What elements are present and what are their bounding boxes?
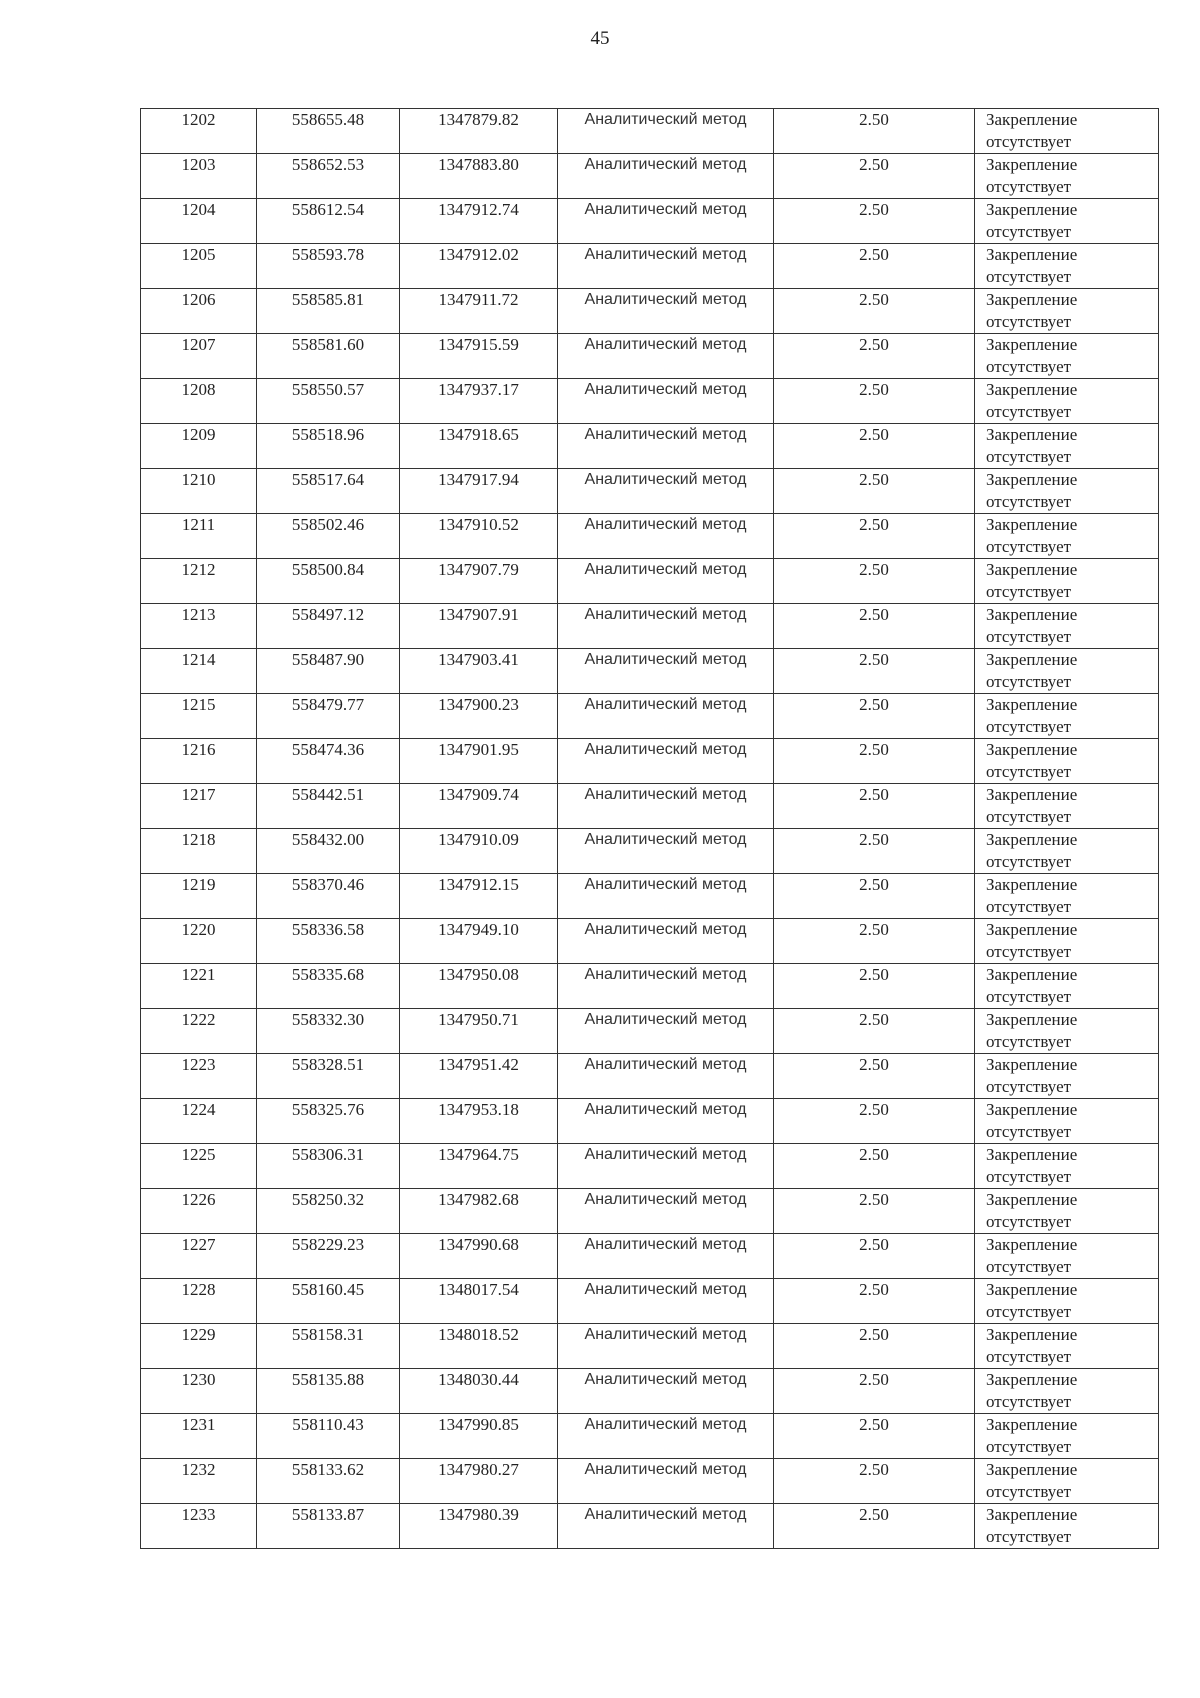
accuracy-cell: 2.50 <box>774 379 975 424</box>
accuracy-cell: 2.50 <box>774 694 975 739</box>
point-number-cell: 1230 <box>141 1369 257 1414</box>
x-coordinate-cell: 558500.84 <box>257 559 400 604</box>
table-row <box>141 154 1159 199</box>
x-coordinate-cell: 558370.46 <box>257 874 400 919</box>
x-coordinate-cell: 558585.81 <box>257 289 400 334</box>
table-row <box>141 919 1159 964</box>
table-row <box>141 1054 1159 1099</box>
y-coordinate-cell: 1347918.65 <box>400 424 558 469</box>
fixation-cell: Закрепление отсутствует <box>975 1369 1159 1414</box>
accuracy-cell: 2.50 <box>774 784 975 829</box>
y-coordinate-cell: 1348018.52 <box>400 1324 558 1369</box>
y-coordinate-cell: 1347980.27 <box>400 1459 558 1504</box>
point-number-cell: 1206 <box>141 289 257 334</box>
y-coordinate-cell: 1347909.74 <box>400 784 558 829</box>
fixation-cell: Закрепление отсутствует <box>975 109 1159 154</box>
x-coordinate-cell: 558474.36 <box>257 739 400 784</box>
x-coordinate-cell: 558487.90 <box>257 649 400 694</box>
fixation-cell: Закрепление отсутствует <box>975 334 1159 379</box>
y-coordinate-cell: 1347912.02 <box>400 244 558 289</box>
accuracy-cell: 2.50 <box>774 1234 975 1279</box>
point-number-cell: 1218 <box>141 829 257 874</box>
table-row <box>141 1459 1159 1504</box>
x-coordinate-cell: 558158.31 <box>257 1324 400 1369</box>
fixation-cell: Закрепление отсутствует <box>975 514 1159 559</box>
x-coordinate-cell: 558332.30 <box>257 1009 400 1054</box>
fixation-cell: Закрепление отсутствует <box>975 199 1159 244</box>
y-coordinate-cell: 1347950.71 <box>400 1009 558 1054</box>
table-row <box>141 1189 1159 1234</box>
accuracy-cell: 2.50 <box>774 289 975 334</box>
method-cell: Аналитический метод <box>558 1009 774 1054</box>
table-row <box>141 784 1159 829</box>
method-cell: Аналитический метод <box>558 109 774 154</box>
x-coordinate-cell: 558497.12 <box>257 604 400 649</box>
table-row <box>141 289 1159 334</box>
method-cell: Аналитический метод <box>558 1369 774 1414</box>
point-number-cell: 1214 <box>141 649 257 694</box>
y-coordinate-cell: 1347910.52 <box>400 514 558 559</box>
x-coordinate-cell: 558518.96 <box>257 424 400 469</box>
fixation-cell: Закрепление отсутствует <box>975 649 1159 694</box>
fixation-cell: Закрепление отсутствует <box>975 289 1159 334</box>
fixation-cell: Закрепление отсутствует <box>975 739 1159 784</box>
x-coordinate-cell: 558306.31 <box>257 1144 400 1189</box>
fixation-cell: Закрепление отсутствует <box>975 154 1159 199</box>
point-number-cell: 1209 <box>141 424 257 469</box>
x-coordinate-cell: 558581.60 <box>257 334 400 379</box>
table-row <box>141 109 1159 154</box>
fixation-cell: Закрепление отсутствует <box>975 784 1159 829</box>
fixation-cell: Закрепление отсутствует <box>975 919 1159 964</box>
method-cell: Аналитический метод <box>558 1414 774 1459</box>
x-coordinate-cell: 558442.51 <box>257 784 400 829</box>
y-coordinate-cell: 1347949.10 <box>400 919 558 964</box>
accuracy-cell: 2.50 <box>774 154 975 199</box>
point-number-cell: 1215 <box>141 694 257 739</box>
method-cell: Аналитический метод <box>558 244 774 289</box>
table-row <box>141 1504 1159 1549</box>
point-number-cell: 1221 <box>141 964 257 1009</box>
x-coordinate-cell: 558502.46 <box>257 514 400 559</box>
table-row <box>141 514 1159 559</box>
method-cell: Аналитический метод <box>558 154 774 199</box>
point-number-cell: 1204 <box>141 199 257 244</box>
method-cell: Аналитический метод <box>558 1189 774 1234</box>
coordinates-table <box>140 108 1159 1549</box>
x-coordinate-cell: 558335.68 <box>257 964 400 1009</box>
accuracy-cell: 2.50 <box>774 199 975 244</box>
table-row <box>141 1414 1159 1459</box>
accuracy-cell: 2.50 <box>774 514 975 559</box>
method-cell: Аналитический метод <box>558 1279 774 1324</box>
point-number-cell: 1226 <box>141 1189 257 1234</box>
point-number-cell: 1233 <box>141 1504 257 1549</box>
y-coordinate-cell: 1347901.95 <box>400 739 558 784</box>
method-cell: Аналитический метод <box>558 784 774 829</box>
table-row <box>141 244 1159 289</box>
table-row <box>141 469 1159 514</box>
fixation-cell: Закрепление отсутствует <box>975 469 1159 514</box>
y-coordinate-cell: 1348017.54 <box>400 1279 558 1324</box>
point-number-cell: 1220 <box>141 919 257 964</box>
method-cell: Аналитический метод <box>558 1099 774 1144</box>
accuracy-cell: 2.50 <box>774 1459 975 1504</box>
table-row <box>141 1009 1159 1054</box>
y-coordinate-cell: 1347953.18 <box>400 1099 558 1144</box>
method-cell: Аналитический метод <box>558 919 774 964</box>
point-number-cell: 1219 <box>141 874 257 919</box>
method-cell: Аналитический метод <box>558 379 774 424</box>
page-number: 45 <box>590 28 610 49</box>
point-number-cell: 1203 <box>141 154 257 199</box>
method-cell: Аналитический метод <box>558 199 774 244</box>
accuracy-cell: 2.50 <box>774 1369 975 1414</box>
accuracy-cell: 2.50 <box>774 334 975 379</box>
x-coordinate-cell: 558110.43 <box>257 1414 400 1459</box>
method-cell: Аналитический метод <box>558 874 774 919</box>
accuracy-cell: 2.50 <box>774 1189 975 1234</box>
method-cell: Аналитический метод <box>558 1459 774 1504</box>
point-number-cell: 1212 <box>141 559 257 604</box>
y-coordinate-cell: 1347950.08 <box>400 964 558 1009</box>
point-number-cell: 1223 <box>141 1054 257 1099</box>
y-coordinate-cell: 1347911.72 <box>400 289 558 334</box>
table-row <box>141 424 1159 469</box>
x-coordinate-cell: 558593.78 <box>257 244 400 289</box>
x-coordinate-cell: 558517.64 <box>257 469 400 514</box>
accuracy-cell: 2.50 <box>774 559 975 604</box>
method-cell: Аналитический метод <box>558 469 774 514</box>
fixation-cell: Закрепление отсутствует <box>975 1504 1159 1549</box>
method-cell: Аналитический метод <box>558 1054 774 1099</box>
fixation-cell: Закрепление отсутствует <box>975 1144 1159 1189</box>
y-coordinate-cell: 1347912.74 <box>400 199 558 244</box>
accuracy-cell: 2.50 <box>774 1099 975 1144</box>
point-number-cell: 1227 <box>141 1234 257 1279</box>
point-number-cell: 1222 <box>141 1009 257 1054</box>
point-number-cell: 1210 <box>141 469 257 514</box>
table-row <box>141 739 1159 784</box>
y-coordinate-cell: 1347980.39 <box>400 1504 558 1549</box>
y-coordinate-cell: 1347951.42 <box>400 1054 558 1099</box>
x-coordinate-cell: 558328.51 <box>257 1054 400 1099</box>
fixation-cell: Закрепление отсутствует <box>975 1234 1159 1279</box>
x-coordinate-cell: 558479.77 <box>257 694 400 739</box>
y-coordinate-cell: 1347964.75 <box>400 1144 558 1189</box>
point-number-cell: 1202 <box>141 109 257 154</box>
accuracy-cell: 2.50 <box>774 1279 975 1324</box>
table-row <box>141 1234 1159 1279</box>
table-row <box>141 1144 1159 1189</box>
point-number-cell: 1231 <box>141 1414 257 1459</box>
table-row <box>141 379 1159 424</box>
fixation-cell: Закрепление отсутствует <box>975 1279 1159 1324</box>
x-coordinate-cell: 558160.45 <box>257 1279 400 1324</box>
accuracy-cell: 2.50 <box>774 109 975 154</box>
y-coordinate-cell: 1347990.85 <box>400 1414 558 1459</box>
x-coordinate-cell: 558250.32 <box>257 1189 400 1234</box>
fixation-cell: Закрепление отсутствует <box>975 829 1159 874</box>
accuracy-cell: 2.50 <box>774 739 975 784</box>
accuracy-cell: 2.50 <box>774 1324 975 1369</box>
point-number-cell: 1232 <box>141 1459 257 1504</box>
method-cell: Аналитический метод <box>558 424 774 469</box>
fixation-cell: Закрепление отсутствует <box>975 604 1159 649</box>
point-number-cell: 1207 <box>141 334 257 379</box>
accuracy-cell: 2.50 <box>774 829 975 874</box>
table-row <box>141 334 1159 379</box>
method-cell: Аналитический метод <box>558 649 774 694</box>
table-row <box>141 964 1159 1009</box>
x-coordinate-cell: 558336.58 <box>257 919 400 964</box>
table-row <box>141 694 1159 739</box>
method-cell: Аналитический метод <box>558 694 774 739</box>
x-coordinate-cell: 558655.48 <box>257 109 400 154</box>
accuracy-cell: 2.50 <box>774 1414 975 1459</box>
accuracy-cell: 2.50 <box>774 604 975 649</box>
x-coordinate-cell: 558133.87 <box>257 1504 400 1549</box>
x-coordinate-cell: 558432.00 <box>257 829 400 874</box>
table-row <box>141 1099 1159 1144</box>
y-coordinate-cell: 1347917.94 <box>400 469 558 514</box>
accuracy-cell: 2.50 <box>774 424 975 469</box>
method-cell: Аналитический метод <box>558 289 774 334</box>
fixation-cell: Закрепление отсутствует <box>975 1459 1159 1504</box>
accuracy-cell: 2.50 <box>774 244 975 289</box>
method-cell: Аналитический метод <box>558 1144 774 1189</box>
y-coordinate-cell: 1347903.41 <box>400 649 558 694</box>
y-coordinate-cell: 1347937.17 <box>400 379 558 424</box>
y-coordinate-cell: 1347910.09 <box>400 829 558 874</box>
x-coordinate-cell: 558229.23 <box>257 1234 400 1279</box>
method-cell: Аналитический метод <box>558 334 774 379</box>
point-number-cell: 1225 <box>141 1144 257 1189</box>
y-coordinate-cell: 1347900.23 <box>400 694 558 739</box>
method-cell: Аналитический метод <box>558 739 774 784</box>
accuracy-cell: 2.50 <box>774 1054 975 1099</box>
point-number-cell: 1205 <box>141 244 257 289</box>
table-row <box>141 874 1159 919</box>
accuracy-cell: 2.50 <box>774 919 975 964</box>
x-coordinate-cell: 558135.88 <box>257 1369 400 1414</box>
fixation-cell: Закрепление отсутствует <box>975 1054 1159 1099</box>
accuracy-cell: 2.50 <box>774 1009 975 1054</box>
table-row <box>141 559 1159 604</box>
accuracy-cell: 2.50 <box>774 649 975 694</box>
accuracy-cell: 2.50 <box>774 1504 975 1549</box>
fixation-cell: Закрепление отсутствует <box>975 964 1159 1009</box>
point-number-cell: 1216 <box>141 739 257 784</box>
coordinates-table-body <box>141 109 1159 1549</box>
method-cell: Аналитический метод <box>558 559 774 604</box>
fixation-cell: Закрепление отсутствует <box>975 244 1159 289</box>
table-row <box>141 829 1159 874</box>
fixation-cell: Закрепление отсутствует <box>975 1099 1159 1144</box>
point-number-cell: 1228 <box>141 1279 257 1324</box>
y-coordinate-cell: 1348030.44 <box>400 1369 558 1414</box>
method-cell: Аналитический метод <box>558 829 774 874</box>
method-cell: Аналитический метод <box>558 1324 774 1369</box>
method-cell: Аналитический метод <box>558 604 774 649</box>
x-coordinate-cell: 558133.62 <box>257 1459 400 1504</box>
y-coordinate-cell: 1347912.15 <box>400 874 558 919</box>
point-number-cell: 1211 <box>141 514 257 559</box>
method-cell: Аналитический метод <box>558 1234 774 1279</box>
y-coordinate-cell: 1347990.68 <box>400 1234 558 1279</box>
y-coordinate-cell: 1347879.82 <box>400 109 558 154</box>
point-number-cell: 1217 <box>141 784 257 829</box>
x-coordinate-cell: 558325.76 <box>257 1099 400 1144</box>
table-row <box>141 1369 1159 1414</box>
fixation-cell: Закрепление отсутствует <box>975 424 1159 469</box>
table-row <box>141 1279 1159 1324</box>
point-number-cell: 1208 <box>141 379 257 424</box>
accuracy-cell: 2.50 <box>774 874 975 919</box>
fixation-cell: Закрепление отсутствует <box>975 1324 1159 1369</box>
fixation-cell: Закрепление отсутствует <box>975 559 1159 604</box>
x-coordinate-cell: 558550.57 <box>257 379 400 424</box>
fixation-cell: Закрепление отсутствует <box>975 1189 1159 1234</box>
accuracy-cell: 2.50 <box>774 469 975 514</box>
fixation-cell: Закрепление отсутствует <box>975 694 1159 739</box>
point-number-cell: 1224 <box>141 1099 257 1144</box>
table-row <box>141 649 1159 694</box>
table-row <box>141 199 1159 244</box>
accuracy-cell: 2.50 <box>774 964 975 1009</box>
fixation-cell: Закрепление отсутствует <box>975 379 1159 424</box>
point-number-cell: 1229 <box>141 1324 257 1369</box>
y-coordinate-cell: 1347915.59 <box>400 334 558 379</box>
fixation-cell: Закрепление отсутствует <box>975 1414 1159 1459</box>
point-number-cell: 1213 <box>141 604 257 649</box>
fixation-cell: Закрепление отсутствует <box>975 1009 1159 1054</box>
method-cell: Аналитический метод <box>558 964 774 1009</box>
table-row <box>141 604 1159 649</box>
method-cell: Аналитический метод <box>558 514 774 559</box>
y-coordinate-cell: 1347982.68 <box>400 1189 558 1234</box>
accuracy-cell: 2.50 <box>774 1144 975 1189</box>
y-coordinate-cell: 1347907.79 <box>400 559 558 604</box>
method-cell: Аналитический метод <box>558 1504 774 1549</box>
fixation-cell: Закрепление отсутствует <box>975 874 1159 919</box>
x-coordinate-cell: 558612.54 <box>257 199 400 244</box>
y-coordinate-cell: 1347907.91 <box>400 604 558 649</box>
table-row <box>141 1324 1159 1369</box>
y-coordinate-cell: 1347883.80 <box>400 154 558 199</box>
x-coordinate-cell: 558652.53 <box>257 154 400 199</box>
